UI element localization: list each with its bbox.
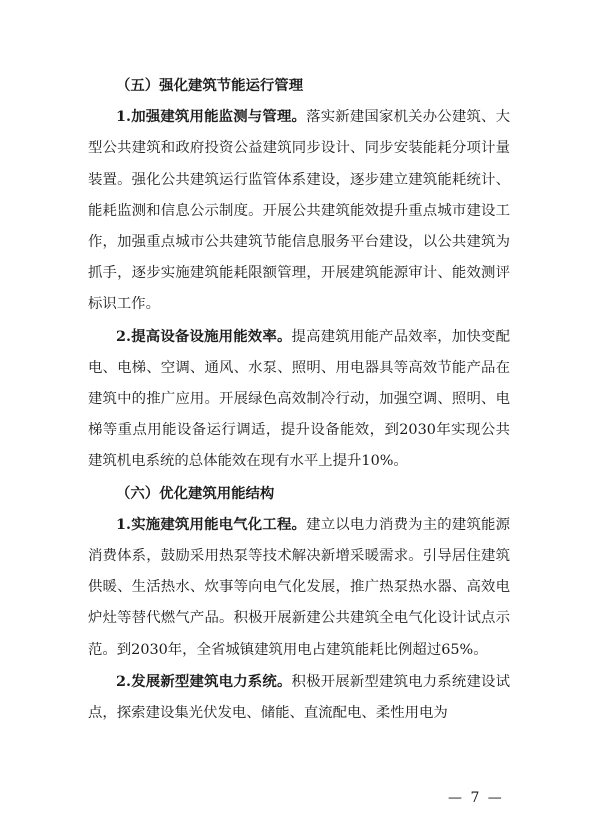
paragraph-text: 落实新建国家机关办公建筑、大型公共建筑和政府投资公益建筑同步设计、同步安装能耗分项计量装置。强化公共建筑运行监管体系建设，逐步建立建筑能耗统计、能耗监测和信息公示制度。开展公共建筑能效提升重点城市建设工作，加强重点城市公共建筑节能信息服务平台建设，以公共建筑为抓手，逐步实施建筑能耗限额管理，开展建筑能源审计、能效测评标识工作。 — [88, 109, 510, 313]
paragraph-lead: 1.实施建筑用能电气化工程。 — [116, 515, 307, 533]
paragraph-text: 提高建筑用能产品效率，加快变配电、电梯、空调、通风、水泵、照明、用电器具等高效节能产品在建筑中的推广应用。开展绿色高效制冷行动，加强空调、照明、电梯等重点用能设备运行调适，提升设备能效，到2030年实现公共建筑机电系统的总体能效在现有水平上提升10%。 — [88, 328, 511, 470]
paragraph-lead: 1.加强建筑用能监测与管理。 — [116, 108, 307, 126]
paragraph — [88, 509, 510, 666]
paragraph-text: 积极开展新型建筑电力系统建设试点，探索建设集光伏发电、储能、直流配电、柔性用电为 — [88, 673, 510, 722]
page-number: — 7 — — [448, 790, 504, 806]
document-body — [88, 70, 510, 729]
paragraph — [88, 321, 510, 478]
paragraph-lead: 2.发展新型建筑电力系统。 — [116, 672, 292, 690]
paragraph-text: 建立以电力消费为主的建筑能源消费体系，鼓励采用热泵等技术解决新增采暖需求。引导居住建筑供暖、生活热水、炊事等向电气化发展，推广热泵热水器、高效电炉灶等替代燃气产品。积极开展新建公共建筑全电气化设计试点示范。到2030年，全省城镇建筑用电占建筑能耗比例超过65%。 — [88, 516, 510, 658]
section-title-5: （五）强化建筑节能运行管理 — [116, 77, 304, 94]
paragraph-lead: 2.提高设备设施用能效率。 — [116, 327, 292, 345]
section-title-6: （六）优化建筑用能结构 — [116, 484, 275, 502]
paragraph — [88, 101, 510, 320]
paragraph — [88, 666, 510, 729]
